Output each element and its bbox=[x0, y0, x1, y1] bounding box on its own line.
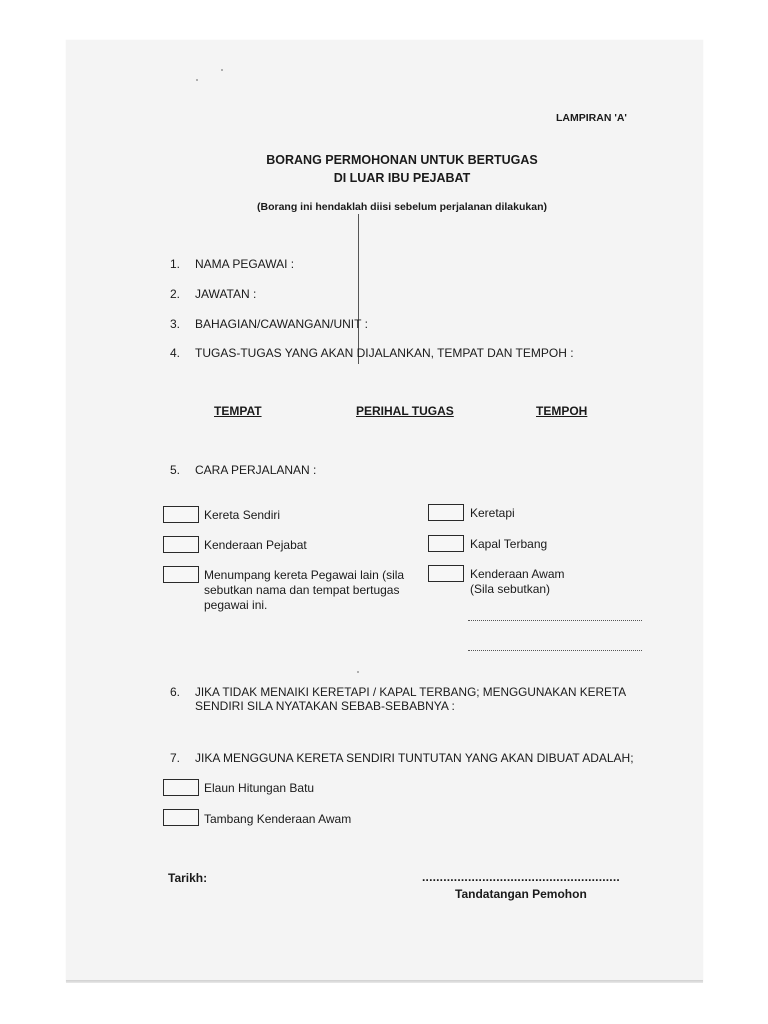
column-tempat: TEMPAT bbox=[214, 404, 262, 418]
lampiran-label: LAMPIRAN 'A' bbox=[556, 112, 627, 124]
kenderaan-awam-hint: (Sila sebutkan) bbox=[470, 582, 551, 596]
field-4-number: 4. bbox=[170, 346, 181, 360]
kenderaan-pejabat-checkbox[interactable] bbox=[163, 536, 199, 553]
form-title-line1: BORANG PERMOHONAN UNTUK BERTUGAS bbox=[266, 153, 538, 167]
tambang-kenderaan-awam-label: Tambang Kenderaan Awam bbox=[204, 812, 352, 826]
field-1-number: 1. bbox=[170, 257, 181, 271]
paper-fold-line bbox=[358, 214, 359, 364]
paper-speck bbox=[357, 671, 359, 673]
field-nama-pegawai-label: NAMA PEGAWAI : bbox=[195, 257, 295, 271]
paper-speck bbox=[221, 69, 223, 71]
field-tugas-label: TUGAS-TUGAS YANG AKAN DIJALANKAN, TEMPAT DAN TEMPOH : bbox=[195, 346, 574, 360]
paper-bottom-edge bbox=[66, 980, 703, 983]
field-jawatan-label: JAWATAN : bbox=[195, 287, 257, 301]
field-bahagian-label: BAHAGIAN/CAWANGAN/UNIT : bbox=[195, 317, 368, 331]
field-2-number: 2. bbox=[170, 287, 181, 301]
form-subtitle: (Borang ini hendaklah diisi sebelum perjalanan dilakukan) bbox=[257, 201, 547, 213]
section-6-question-line2: SENDIRI SILA NYATAKAN SEBAB-SEBABNYA : bbox=[195, 699, 455, 713]
column-tempoh: TEMPOH bbox=[536, 404, 588, 418]
menumpang-label-line3: pegawai ini. bbox=[204, 598, 268, 612]
form-title-line2: DI LUAR IBU PEJABAT bbox=[333, 171, 471, 185]
elaun-hitungan-batu-checkbox[interactable] bbox=[163, 779, 199, 796]
tarikh-label: Tarikh: bbox=[168, 871, 208, 885]
column-perihal-tugas: PERIHAL TUGAS bbox=[356, 404, 454, 418]
section-5-number: 5. bbox=[170, 463, 181, 477]
field-3-number: 3. bbox=[170, 317, 181, 331]
menumpang-label-line1: Menumpang kereta Pegawai lain (sila bbox=[204, 568, 405, 582]
section-6-question-line1: JIKA TIDAK MENAIKI KERETAPI / KAPAL TERBANG; MENGGUNAKAN KERETA bbox=[195, 685, 627, 699]
kapal-terbang-label: Kapal Terbang bbox=[470, 537, 548, 551]
signature-line[interactable]: ........................................................ bbox=[422, 870, 620, 884]
cara-perjalanan-label: CARA PERJALANAN : bbox=[195, 463, 317, 477]
kenderaan-pejabat-label: Kenderaan Pejabat bbox=[204, 538, 307, 552]
kereta-sendiri-checkbox[interactable] bbox=[163, 506, 199, 523]
keretapi-checkbox[interactable] bbox=[428, 504, 464, 521]
signature-label: Tandatangan Pemohon bbox=[455, 887, 587, 901]
kenderaan-awam-entry-line-1[interactable] bbox=[468, 620, 642, 621]
menumpang-checkbox[interactable] bbox=[163, 566, 199, 583]
kenderaan-awam-checkbox[interactable] bbox=[428, 565, 464, 582]
kenderaan-awam-label: Kenderaan Awam bbox=[470, 567, 565, 581]
paper-speck bbox=[196, 79, 198, 81]
kereta-sendiri-label: Kereta Sendiri bbox=[204, 508, 281, 522]
keretapi-label: Keretapi bbox=[470, 506, 515, 520]
kapal-terbang-checkbox[interactable] bbox=[428, 535, 464, 552]
kenderaan-awam-entry-line-2[interactable] bbox=[468, 650, 642, 651]
section-7-question: JIKA MENGGUNA KERETA SENDIRI TUNTUTAN YANG AKAN DIBUAT ADALAH; bbox=[195, 751, 634, 765]
section-6-number: 6. bbox=[170, 685, 181, 699]
tambang-kenderaan-awam-checkbox[interactable] bbox=[163, 809, 199, 826]
elaun-hitungan-batu-label: Elaun Hitungan Batu bbox=[204, 781, 315, 795]
menumpang-label-line2: sebutkan nama dan tempat bertugas bbox=[204, 583, 400, 597]
section-7-number: 7. bbox=[170, 751, 181, 765]
